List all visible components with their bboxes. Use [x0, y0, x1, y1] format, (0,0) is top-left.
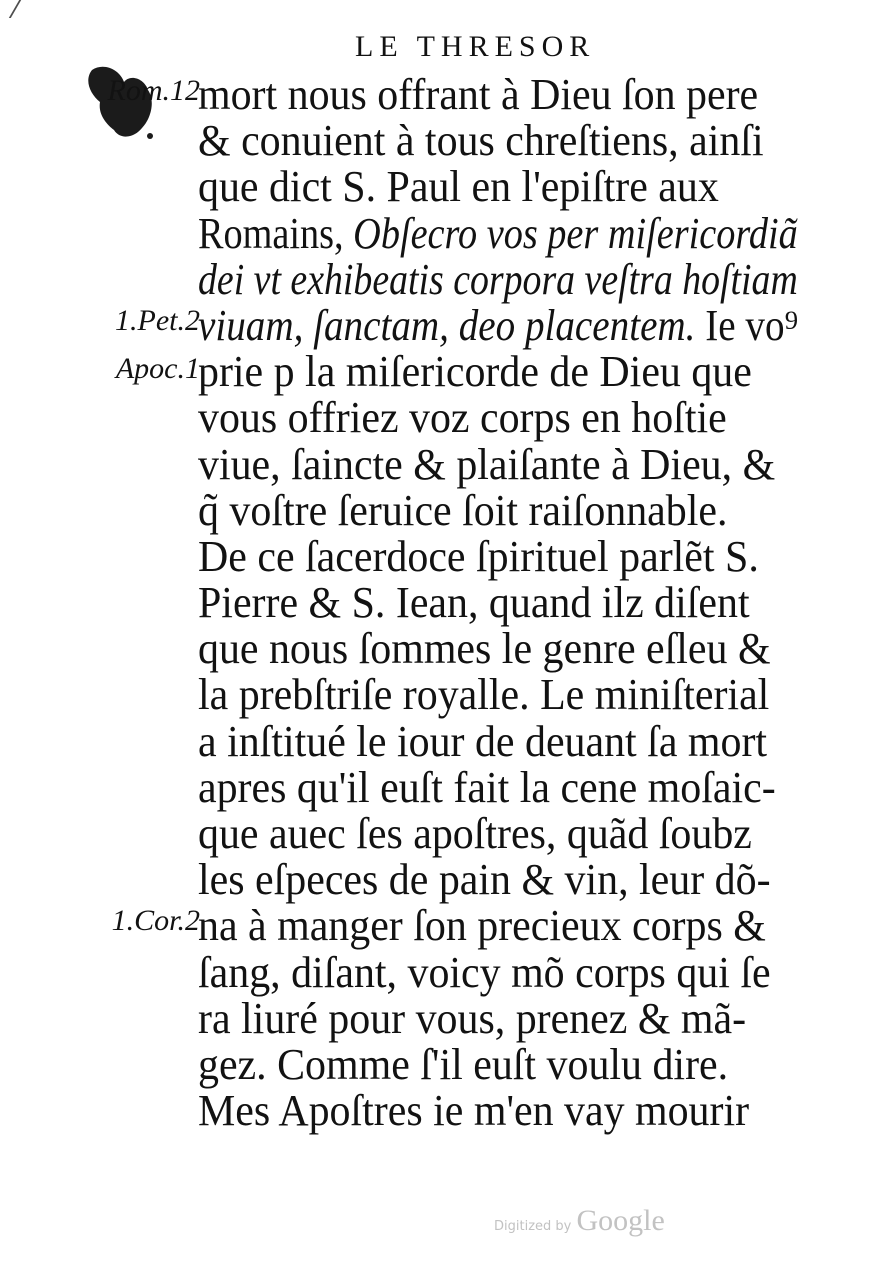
digitization-watermark — [494, 1204, 694, 1238]
text-line: ſang, diſant, voicy mõ corps qui ſe — [198, 947, 771, 997]
text-line: ra liuré pour vous, prenez & mã- — [198, 993, 747, 1043]
text-line: que dict S. Paul en l'epiſtre aux — [198, 162, 719, 212]
digitized-label: Digitized by — [494, 1219, 572, 1234]
text-line: gez. Comme ſ'il euſt voulu dire. — [198, 1039, 729, 1089]
text-line: que auec ſes apoſtres, quãd ſoubz — [198, 809, 752, 858]
text-line: Romains, Obſecro vos per miſericordiã — [198, 208, 798, 258]
text-line: De ce ſacerdoce ſpirituel parlẽt S. — [198, 531, 759, 581]
corner-ink-mark — [9, 0, 61, 18]
text-line: viue, ſaincte & plaiſante à Dieu, & — [198, 439, 776, 489]
text-line: Pierre & S. Iean, quand ilz diſent — [198, 578, 750, 628]
text-line: viuam, ſanctam, deo placentem. Ie vo⁹ — [198, 300, 799, 350]
text-line: la prebſtriſe royalle. Le miniſterial — [198, 670, 770, 720]
latin-quotation: Obſecro vos per miſericordiã — [353, 208, 798, 258]
text-line: apres qu'il euſt fait la cene moſaic- — [198, 762, 776, 812]
text-line: les eſpeces de pain & vin, leur dõ- — [198, 855, 771, 905]
text-line: Mes Apoſtres ie m'en vay mourir — [198, 1086, 750, 1136]
marginal-reference: 1.Cor.2 — [111, 904, 200, 937]
text-line: a inſtitué le iour de deuant ſa mort — [198, 716, 768, 766]
text-line: vous offriez voz corps en hoſtie — [198, 393, 727, 443]
marginal-reference: 1.Pet.2 — [115, 304, 200, 337]
marginal-reference: Rom.12 — [107, 74, 200, 107]
text-line: & conuient à tous chreſtiens, ainſi — [198, 116, 764, 166]
google-wordmark: Google — [576, 1204, 665, 1237]
text-line — [198, 254, 798, 304]
latin-quotation: viuam, ſanctam, deo placentem. — [198, 300, 706, 350]
text-line: mort nous offrant à Dieu ſon pere — [198, 70, 759, 119]
main-text-block — [198, 72, 828, 1134]
text-line: que nous ſommes le genre eſleu & — [198, 624, 771, 674]
marginal-reference: Apoc.1 — [115, 352, 200, 385]
text-line: prie p la miſericorde de Dieu que — [198, 347, 752, 397]
running-head: LE THRESOR — [355, 30, 596, 63]
text-line: q̃ voſtre ſeruice ſoit raiſonnable. — [198, 485, 728, 535]
text-line: na à manger ſon precieux corps & — [198, 901, 766, 951]
latin-quotation: dei vt exhibeatis corpora veſtra hoſtiam — [198, 254, 798, 304]
